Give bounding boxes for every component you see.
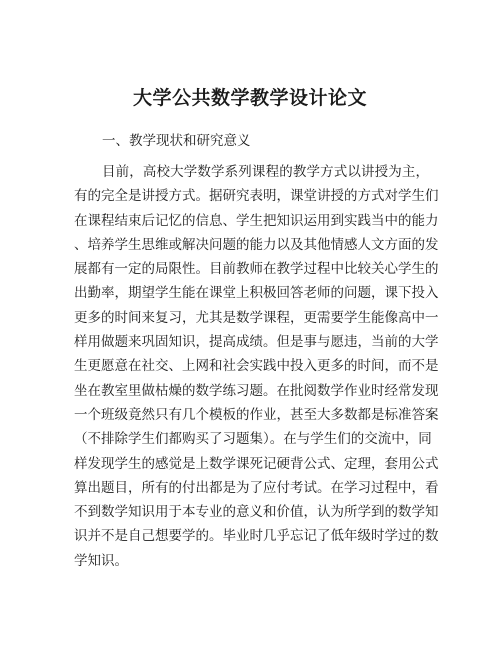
paragraph-line: 样发现学生的感觉是上数学课死记硬背公式、定理，套用公式	[74, 455, 439, 472]
document-title: 大学公共数学教学设计论文	[132, 87, 367, 109]
paragraph-line: 展都有一定的局限性。目前教师在教学过程中比较关心学生的	[74, 261, 439, 278]
body-paragraph	[74, 160, 439, 573]
paragraph-line: 学知识。	[74, 552, 128, 569]
paragraph-line: 在课程结束后记忆的信息、学生把知识运用到实践当中的能力	[74, 212, 439, 229]
paragraph-line: 有的完全是讲授方式。据研究表明，课堂讲授的方式对学生们	[74, 188, 439, 205]
paragraph-line: 一个班级竟然只有几个模板的作业，甚至大多数都是标准答案	[74, 406, 439, 423]
paragraph-line: 坐在教室里做枯燥的数学练习题。在批阅数学作业时经常发现	[74, 382, 439, 399]
paragraph-line: 算出题目，所有的付出都是为了应付考试。在学习过程中，看	[74, 479, 439, 496]
paragraph-line: 更多的时间来复习，尤其是数学课程，更需要学生能像高中一	[74, 309, 439, 326]
paragraph-line: 、培养学生思维或解决问题的能力以及其他情感人文方面的发	[74, 236, 439, 253]
paragraph-line: 目前，高校大学数学系列课程的教学方式以讲授为主，	[102, 164, 429, 180]
paragraph-line: 不到数学知识用于本专业的意义和价值，认为所学到的数学知	[74, 504, 439, 521]
paragraph-line: （不排除学生们都购买了习题集）。在与学生们的交流中，同	[74, 431, 432, 448]
paragraph-line: 出勤率，期望学生能在课堂上积极回答老师的问题，课下投入	[74, 285, 439, 302]
section-heading: 一、教学现状和研究意义	[102, 133, 251, 149]
paragraph-line: 样用做题来巩固知识，提高成绩。但是事与愿违，当前的大学	[74, 334, 439, 351]
paragraph-line: 识并不是自己想要学的。毕业时几乎忘记了低年级时学过的数	[74, 528, 439, 545]
paragraph-line: 生更愿意在社交、上网和社会实践中投入更多的时间，而不是	[74, 358, 439, 375]
